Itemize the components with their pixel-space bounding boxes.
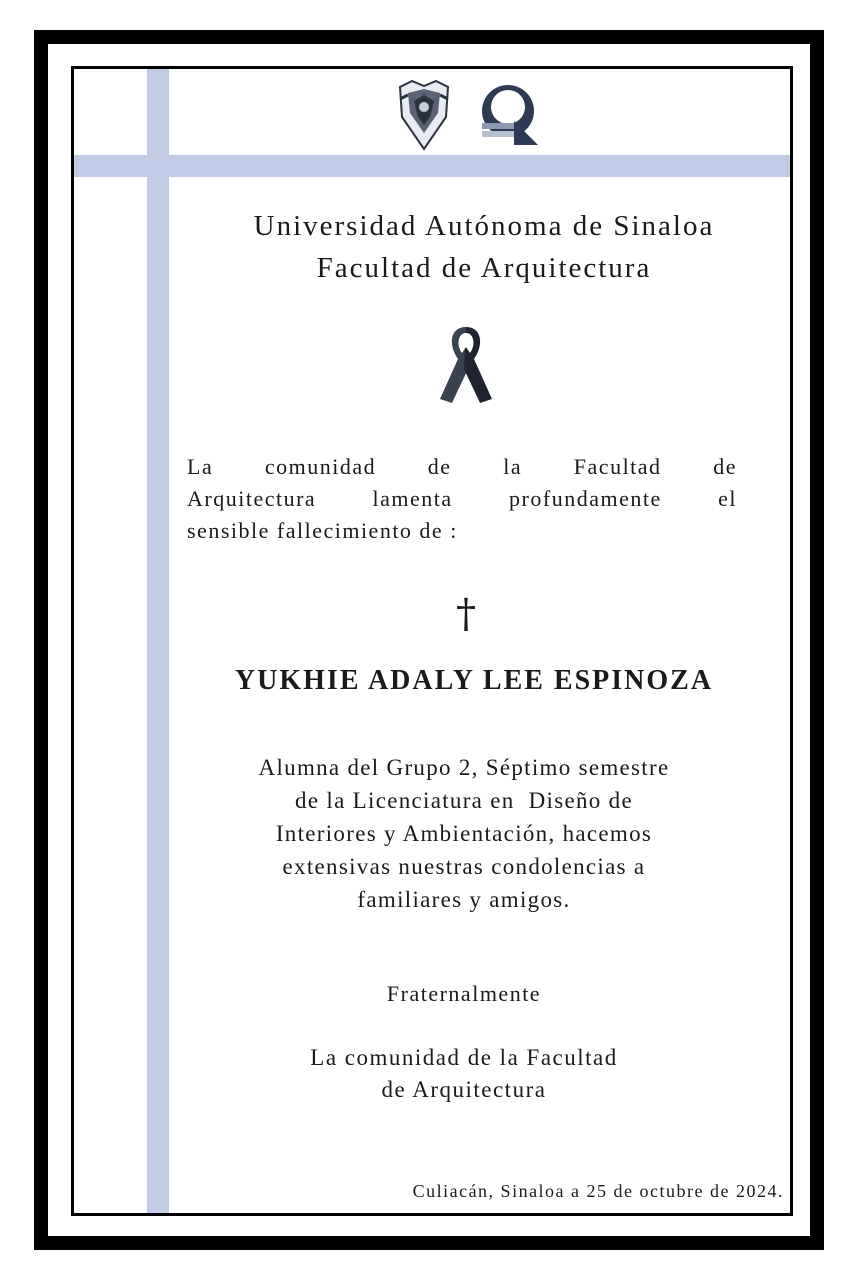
faculty-architecture-logo-icon	[480, 83, 540, 153]
condolence-line: de la Licenciatura en Diseño de	[295, 788, 633, 813]
cross-horizontal-bar	[74, 155, 790, 177]
condolence-line: familiares y amigos.	[357, 887, 571, 912]
condolence-paragraph	[164, 751, 764, 916]
condolence-line: Interiores y Ambientación, hacemos	[275, 821, 653, 846]
place-and-date: Culiacán, Sinaloa a 25 de octubre de 2024.	[412, 1181, 784, 1201]
logos	[394, 77, 544, 157]
intro-line: La comunidad de la Facultad de	[187, 454, 737, 479]
dagger-cross-icon: †	[456, 591, 476, 637]
university-name: Universidad Autónoma de Sinaloa	[253, 210, 715, 242]
intro-line: Arquitectura lamenta profundamente el	[187, 486, 737, 511]
intro-paragraph	[187, 451, 737, 547]
condolence-line: extensivas nuestras condolencias a	[282, 854, 646, 879]
signature-line: La comunidad de la Facultad	[310, 1045, 618, 1070]
condolence-line: Alumna del Grupo 2, Séptimo semestre	[258, 755, 670, 780]
institution-title	[184, 205, 784, 289]
signature-block	[164, 1042, 764, 1106]
signature-line: de Arquitectura	[381, 1077, 547, 1102]
closing-word: Fraternalmente	[386, 981, 542, 1006]
faculty-name: Facultad de Arquitectura	[316, 252, 652, 284]
intro-line: sensible fallecimiento de :	[187, 518, 458, 543]
mourning-ribbon-icon	[436, 323, 496, 405]
notice-card	[71, 66, 793, 1216]
deceased-name: YUKHIE ADALY LEE ESPINOZA	[234, 665, 714, 696]
